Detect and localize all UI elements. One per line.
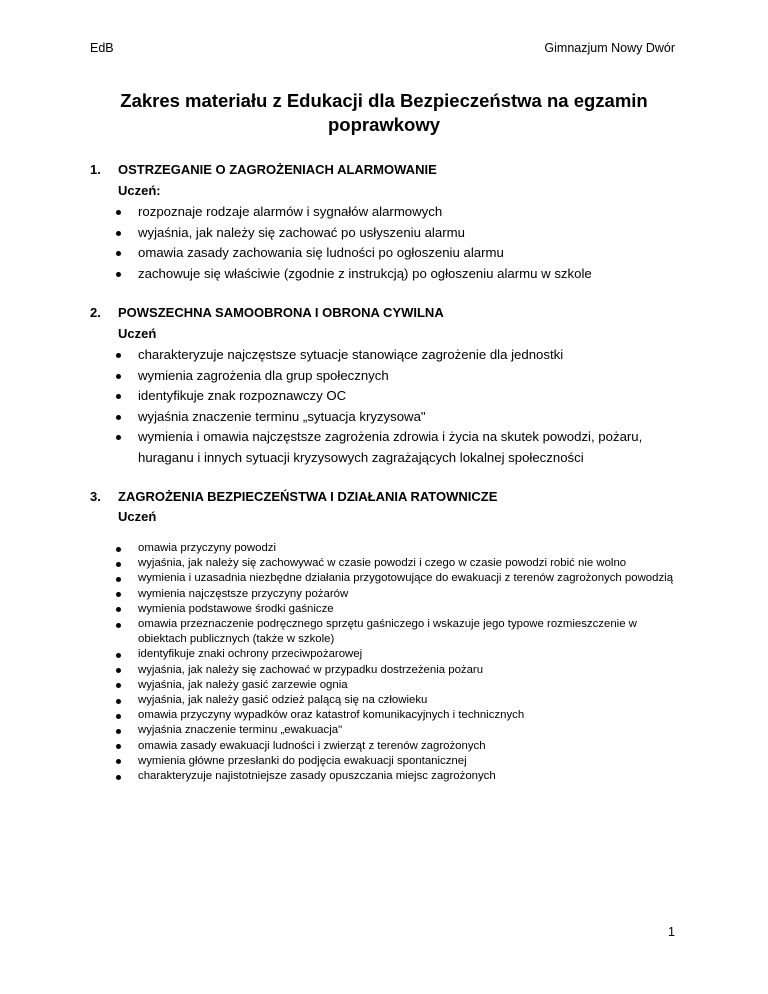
- list-item: zachowuje się właściwie (zgodnie z instrukcją) po ogłoszeniu alarmu w szkole: [113, 264, 693, 285]
- list-item: omawia przyczyny wypadków oraz katastrof komunikacyjnych i technicznych: [113, 708, 683, 723]
- section-2-number: 2.: [90, 305, 101, 320]
- list-item: identyfikuje znak rozpoznawczy OC: [113, 386, 693, 407]
- page-title: Zakres materiału z Edukacji dla Bezpieczeństwa na egzamin poprawkowy: [120, 90, 648, 135]
- section-2-list: [113, 345, 693, 468]
- list-item: wymienia i uzasadnia niezbędne działania przygotowujące do ewakuacji z terenów zagrożonych powodzią: [113, 571, 683, 586]
- list-item: wymienia główne przesłanki do podjęcia ewakuacji spontanicznej: [113, 754, 683, 769]
- section-2-title: POWSZECHNA SAMOOBRONA I OBRONA CYWILNA: [118, 305, 444, 320]
- list-item: wyjaśnia znaczenie terminu „sytuacja kryzysowa": [113, 407, 693, 428]
- header-right: Gimnazjum Nowy Dwór: [544, 41, 675, 55]
- list-item: wyjaśnia, jak należy się zachować w przypadku dostrzeżenia pożaru: [113, 663, 683, 678]
- section-3-subhead: Uczeń: [118, 509, 157, 524]
- section-2-subhead: Uczeń: [118, 326, 157, 341]
- list-item: omawia zasady zachowania się ludności po ogłoszeniu alarmu: [113, 243, 693, 264]
- list-item: rozpoznaje rodzaje alarmów i sygnałów alarmowych: [113, 202, 693, 223]
- list-item: wyjaśnia, jak należy gasić odzież palącą się na człowieku: [113, 693, 683, 708]
- section-1-number: 1.: [90, 162, 101, 177]
- section-3-title: ZAGROŻENIA BEZPIECZEŃSTWA I DZIAŁANIA RATOWNICZE: [118, 489, 498, 504]
- list-item: wymienia zagrożenia dla grup społecznych: [113, 366, 693, 387]
- list-item: wyjaśnia, jak należy gasić zarzewie ognia: [113, 678, 683, 693]
- section-1-heading: [90, 161, 437, 179]
- list-item: omawia zasady ewakuacji ludności i zwierząt z terenów zagrożonych: [113, 739, 683, 754]
- section-2-heading: [90, 304, 444, 322]
- list-item: wyjaśnia, jak należy się zachować po usłyszeniu alarmu: [113, 223, 693, 244]
- header-left: EdB: [90, 41, 114, 55]
- section-3-number: 3.: [90, 489, 101, 504]
- page-number: 1: [668, 925, 675, 939]
- list-item: omawia przeznaczenie podręcznego sprzętu gaśniczego i wskazuje jego typowe rozmieszczenie w obiektach publicznych (także w szkole): [113, 617, 683, 647]
- section-1-subhead: Uczeń:: [118, 183, 161, 198]
- list-item: charakteryzuje najistotniejsze zasady opuszczania miejsc zagrożonych: [113, 769, 683, 784]
- list-item: omawia przyczyny powodzi: [113, 541, 683, 556]
- section-1-title: OSTRZEGANIE O ZAGROŻENIACH ALARMOWANIE: [118, 162, 437, 177]
- list-item: wymienia najczęstsze przyczyny pożarów: [113, 587, 683, 602]
- section-3-heading: [90, 488, 497, 506]
- list-item: wyjaśnia, jak należy się zachowywać w czasie powodzi i czego w czasie powodzi robić nie wolno: [113, 556, 683, 571]
- list-item: charakteryzuje najczęstsze sytuacje stanowiące zagrożenie dla jednostki: [113, 345, 693, 366]
- list-item: wymienia i omawia najczęstsze zagrożenia zdrowia i życia na skutek powodzi, pożaru, huraganu i innych sytuacji kryzysowych zagrażających lokalnej społeczności: [113, 427, 693, 468]
- section-3-list: [113, 541, 683, 784]
- list-item: identyfikuje znaki ochrony przeciwpożarowej: [113, 647, 683, 662]
- list-item: wymienia podstawowe środki gaśnicze: [113, 602, 683, 617]
- list-item: wyjaśnia znaczenie terminu „ewakuacja": [113, 723, 683, 738]
- section-1-list: [113, 202, 693, 284]
